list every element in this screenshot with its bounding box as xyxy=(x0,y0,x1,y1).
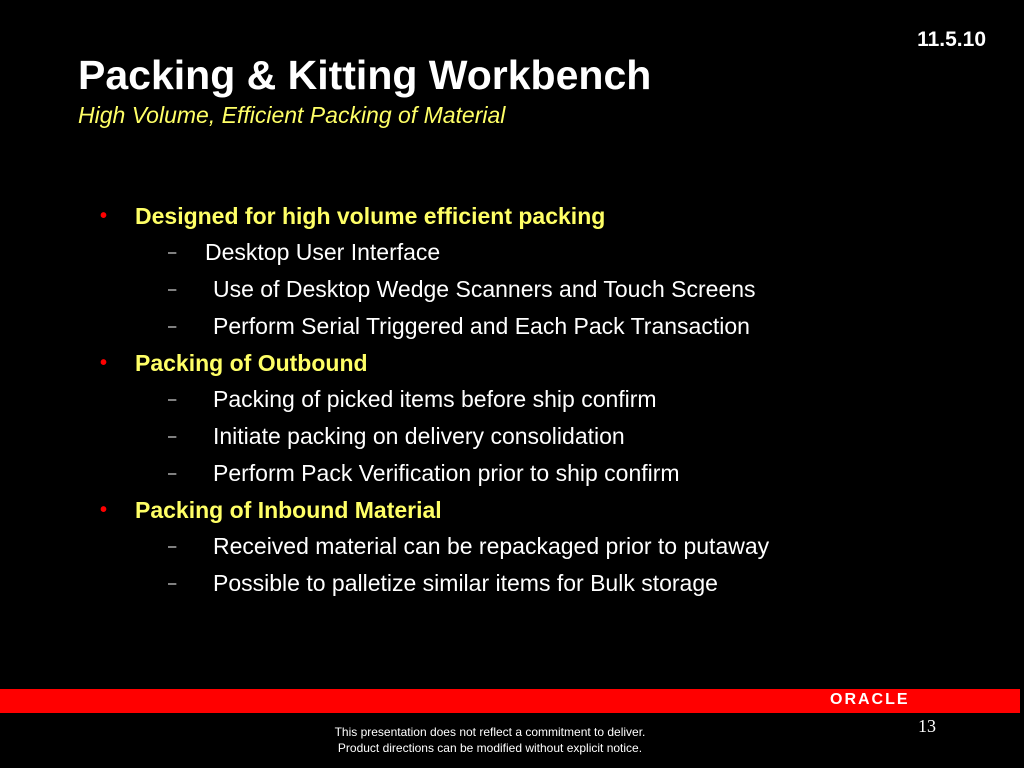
slide-version: 11.5.10 xyxy=(917,28,986,51)
disclaimer-line: This presentation does not reflect a commitment to deliver. xyxy=(334,725,646,739)
dash-icon: – xyxy=(168,465,177,482)
sub-bullet-text: Desktop User Interface xyxy=(205,239,441,265)
bullet-heading-text: Designed for high volume efficient packing xyxy=(135,203,606,229)
bullet-heading-text: Packing of Outbound xyxy=(135,350,368,376)
slide-content xyxy=(100,198,1000,602)
sub-bullet xyxy=(100,418,1000,455)
bullet-dot-icon: • xyxy=(100,205,108,227)
bullet-heading-text: Packing of Inbound Material xyxy=(135,497,442,523)
dash-icon: – xyxy=(168,428,177,445)
sub-bullet-text: Perform Serial Triggered and Each Pack Transaction xyxy=(213,313,750,339)
bullet-heading xyxy=(100,198,1000,234)
slide-title: Packing & Kitting Workbench xyxy=(78,52,652,98)
bullet-heading xyxy=(100,345,1000,381)
sub-bullet xyxy=(100,234,1000,271)
dash-icon: – xyxy=(168,575,177,592)
disclaimer-line: Product directions can be modified without explicit notice. xyxy=(337,741,643,755)
sub-bullet-text: Packing of picked items before ship confirm xyxy=(213,386,657,412)
slide-subtitle: High Volume, Efficient Packing of Material xyxy=(78,102,506,128)
footer-disclaimer xyxy=(290,724,690,756)
sub-bullet xyxy=(100,271,1000,308)
sub-bullet-text: Initiate packing on delivery consolidation xyxy=(213,423,625,449)
sub-bullet xyxy=(100,565,1000,602)
sub-bullet-text: Possible to palletize similar items for Bulk storage xyxy=(213,570,718,596)
dash-icon: – xyxy=(168,281,177,298)
dash-icon: – xyxy=(168,318,177,335)
bullet-heading xyxy=(100,492,1000,528)
sub-bullet-text: Use of Desktop Wedge Scanners and Touch Screens xyxy=(213,276,756,302)
sub-bullet xyxy=(100,381,1000,418)
sub-bullet-text: Perform Pack Verification prior to ship confirm xyxy=(213,460,680,486)
sub-bullet xyxy=(100,455,1000,492)
dash-icon: – xyxy=(168,391,177,408)
bullet-dot-icon: • xyxy=(100,499,108,521)
sub-bullet xyxy=(100,308,1000,345)
page-number: 13 xyxy=(918,716,936,736)
sub-bullet-text: Received material can be repackaged prior to putaway xyxy=(213,533,770,559)
dash-icon: – xyxy=(168,244,177,261)
bullet-dot-icon: • xyxy=(100,352,108,374)
sub-bullet xyxy=(100,528,1000,565)
oracle-logo: ORACLE xyxy=(830,691,910,708)
dash-icon: – xyxy=(168,538,177,555)
